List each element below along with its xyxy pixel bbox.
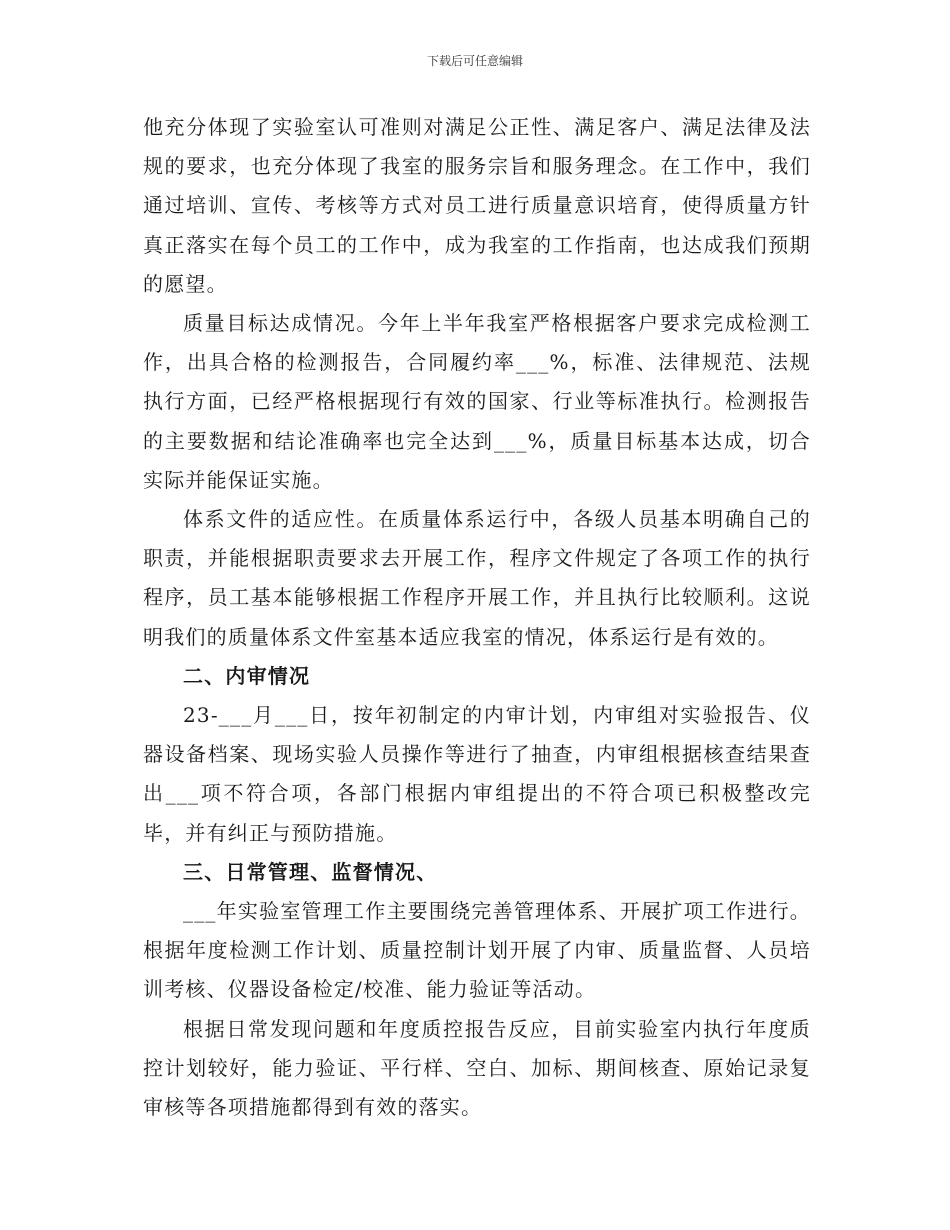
document-body	[143, 108, 811, 1127]
paragraph-system-documents: 体系文件的适应性。在质量体系运行中，各级人员基本明确自己的职责，并能根据职责要求去开展工作，程序文件规定了各项工作的执行程序，员工基本能够根据工作程序开展工作，并且执行比较顺利。这说明我们的质量体系文件室基本适应我室的情况，体系运行是有效的。	[143, 507, 811, 649]
paragraph-quality-objectives: 质量目标达成情况。今年上半年我室严格根据客户要求完成检测工作，出具合格的检测报告，合同履约率___%，标准、法律规范、法规执行方面，已经严格根据现行有效的国家、行业等标准执行。检测报告的主要数据和结论准确率也完全达到___%，质量目标基本达成，切合实际并能保证实施。	[143, 311, 811, 492]
paragraph-quality-policy-continued: 他充分体现了实验室认可准则对满足公正性、满足客户、满足法律及法规的要求，也充分体现了我室的服务宗旨和服务理念。在工作中，我们通过培训、宣传、考核等方式对员工进行质量意识培育，使得质量方针真正落实在每个员工的工作中，成为我室的工作指南，也达成我们预期的愿望。	[143, 115, 811, 296]
paragraph-internal-audit: 23-___月___日，按年初制定的内审计划，内审组对实验报告、仪器设备档案、现场实验人员操作等进行了抽查，内审组根据核查结果查出___项不符合项，各部门根据内审组提出的不符合项已积极整改完毕，并有纠正与预防措施。	[143, 703, 811, 845]
paragraph-quality-control: 根据日常发现问题和年度质控报告反应，目前实验室内执行年度质控计划较好，能力验证、平行样、空白、加标、期间核查、原始记录复审核等各项措施都得到有效的落实。	[143, 1016, 811, 1120]
paragraph-daily-management: ___年实验室管理工作主要围绕完善管理体系、开展扩项工作进行。根据年度检测工作计划、质量控制计划开展了内审、质量监督、人员培训考核、仪器设备检定/校准、能力验证等活动。	[143, 899, 811, 1002]
page-header: 下载后可任意编辑	[426, 54, 523, 68]
section-heading-daily-management: 三、日常管理、监督情况、	[183, 859, 438, 884]
section-heading-internal-audit: 二、内审情况	[183, 663, 311, 688]
